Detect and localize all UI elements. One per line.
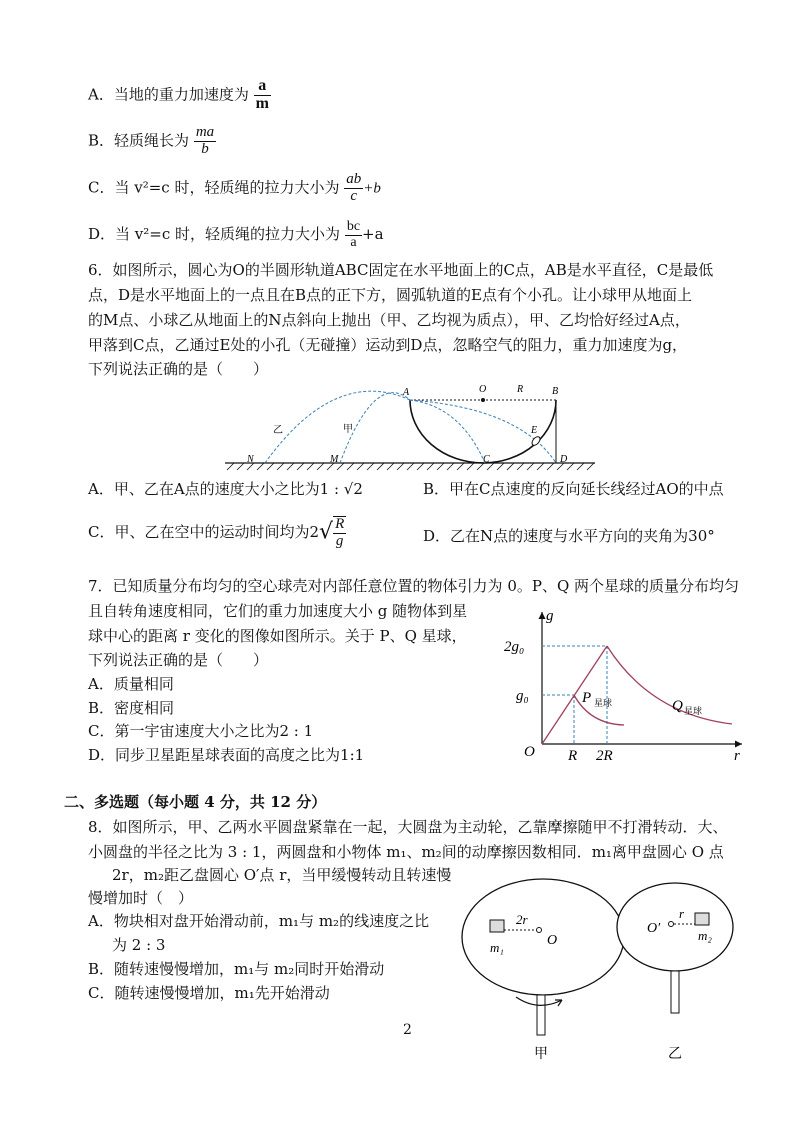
q6-line-3: 的M点、小球乙从地面上的N点斜向上抛出（甲、乙均视为质点），甲、乙均恰好经过A点， xyxy=(88,311,690,329)
q6-option-c xyxy=(88,516,346,550)
center-o xyxy=(481,398,485,402)
label-yi: 乙 xyxy=(273,425,283,436)
label-m2: m₂ xyxy=(698,928,712,943)
q5-option-d-text: D．当 v²=c 时，轻质绳的拉力大小为 xyxy=(88,225,341,244)
q5-option-d-fraction xyxy=(345,220,362,250)
q6-line-4: 甲落到C点，乙通过E处的小孔（无碰撞）运动到D点，忽略空气的阻力，重力加速度为g， xyxy=(88,336,688,354)
trajectory-jia-descend xyxy=(410,400,485,463)
q8-option-a-2: 为 2 : 3 xyxy=(112,936,166,954)
label-o-prime: O′ xyxy=(647,921,661,936)
center-o-prime-yi xyxy=(669,922,674,927)
label-jia: 甲 xyxy=(343,424,353,435)
q8-line-3: 2r，m₂距乙盘圆心 O′点 r，当甲缓慢转动且转速慢 xyxy=(112,866,452,884)
label-2g0: 2g₀ xyxy=(504,639,525,655)
label-m1: m₁ xyxy=(490,940,504,955)
q7-line-3: 球中心的距离 r 变化的图像如图所示。关于 P、Q 星球， xyxy=(88,627,467,645)
shaft-yi xyxy=(671,971,679,1013)
label-r: r xyxy=(679,906,685,921)
label-2r: 2r xyxy=(516,912,528,927)
q5-a-denominator: m xyxy=(255,94,269,112)
block-m2 xyxy=(695,913,709,925)
label-o: O xyxy=(479,384,487,395)
trajectory-yi-ascend xyxy=(265,391,410,463)
label-r-axis: r xyxy=(734,748,740,764)
q5-c-tail: +b xyxy=(363,180,381,197)
q5-option-d xyxy=(88,220,384,250)
label-n: N xyxy=(247,454,254,465)
q5-option-c-fraction xyxy=(344,172,363,205)
q5-option-b-fraction xyxy=(194,125,216,158)
q6-line-2: 点，D是水平地面上的一点且在B点的正下方，圆弧轨道的E点有个小孔。让小球甲从地面上 xyxy=(88,286,693,304)
q6-option-c-fraction xyxy=(333,516,346,550)
q5-c-denominator: c xyxy=(350,187,358,204)
label-q: Q xyxy=(672,698,683,714)
q5-option-c xyxy=(88,172,381,205)
q8-option-c: C．随转速慢慢增加，m₁先开始滑动 xyxy=(88,984,330,1002)
label-o: O xyxy=(547,933,558,948)
label-a: A xyxy=(403,387,410,398)
label-yi: 乙 xyxy=(668,1047,682,1062)
label-b: B xyxy=(552,386,559,397)
q7-option-c: C．第一宇宙速度大小之比为2 : 1 xyxy=(88,722,314,740)
label-e: E xyxy=(531,425,538,436)
q5-d-tail: +a xyxy=(362,225,384,244)
label-r-tick: R xyxy=(568,748,578,764)
q5-d-numerator: bc xyxy=(346,219,361,234)
q6-line-1: 6．如图所示，圆心为O的半圆形轨道ABC固定在水平地面上的C点，AB是水平直径，C是最低 xyxy=(88,261,714,279)
page-number: 2 xyxy=(403,1022,412,1038)
block-m1 xyxy=(490,920,504,932)
q7-option-d: D．同步卫星距星球表面的高度之比为1:1 xyxy=(88,746,365,764)
q5-option-c-text: C．当 v²=c 时，轻质绳的拉力大小为 xyxy=(88,178,340,197)
label-2r-tick: 2R xyxy=(596,748,613,764)
q5-option-a xyxy=(88,78,271,113)
q6-c-numerator: R xyxy=(335,516,345,532)
label-jia: 甲 xyxy=(534,1047,548,1062)
label-p-sub: 星球 xyxy=(594,698,613,708)
hole-e xyxy=(530,435,541,447)
label-m: M xyxy=(330,454,339,465)
label-d: D xyxy=(560,454,568,465)
label-origin: O xyxy=(524,744,535,760)
q-planet-curve xyxy=(607,646,732,724)
q5-option-a-fraction xyxy=(254,78,271,113)
disc-yi xyxy=(617,883,733,971)
q5-option-b xyxy=(88,125,216,158)
sqrt-sign-icon: √ xyxy=(319,519,334,545)
label-g0: g₀ xyxy=(516,688,529,704)
q8-option-b: B．随转速慢慢增加，m₁与 m₂同时开始滑动 xyxy=(88,960,385,978)
q6-option-b: B．甲在C点速度的反向延长线经过AO的中点 xyxy=(423,480,724,498)
q8-line-1: 8．如图所示，甲、乙两水平圆盘紧靠在一起，大圆盘为主动轮，乙靠摩擦随甲不打滑转动．大、 xyxy=(88,818,728,836)
q5-d-denominator: a xyxy=(350,234,357,250)
q5-a-numerator: a xyxy=(254,78,271,96)
q5-b-numerator: ma xyxy=(195,124,215,140)
q8-line-2: 小圆盘的半径之比为 3 : 1，两圆盘和小物体 m₁、m₂间的动摩擦因数相同．m₁离甲盘圆心 O 点 xyxy=(88,843,724,861)
label-g-axis: g xyxy=(546,608,554,624)
label-p: P xyxy=(582,690,592,706)
label-r: R xyxy=(517,384,524,395)
q5-option-a-text: A．当地的重力加速度为 xyxy=(88,85,249,104)
q6-option-d: D．乙在N点的速度与水平方向的夹角为30° xyxy=(423,527,715,545)
q8-discs-figure xyxy=(458,872,764,1064)
q7-line-2: 且自转角速度相同，它们的重力加速度大小 g 随物体到星 xyxy=(88,602,468,620)
q5-b-denominator: b xyxy=(201,140,209,157)
q6-track-figure xyxy=(215,378,605,476)
shaft-jia xyxy=(537,995,545,1035)
q6-option-a: A．甲、乙在A点的速度大小之比为1 : √2 xyxy=(88,480,363,498)
q7-option-b: B．密度相同 xyxy=(88,699,175,717)
q7-line-1: 7．已知质量分布均匀的空心球壳对内部任意位置的物体引力为 0。P、Q 两个星球的质量分布均匀 xyxy=(88,577,740,595)
label-c: C xyxy=(483,454,490,465)
q6-line-5: 下列说法正确的是（ ） xyxy=(88,360,269,378)
q7-option-a: A．质量相同 xyxy=(88,675,174,693)
q8-option-a-1: A．物块相对盘开始滑动前，m₁与 m₂的线速度之比 xyxy=(88,912,430,930)
label-q-sub: 星球 xyxy=(684,706,703,716)
q8-line-4: 慢增加时（ ） xyxy=(88,889,194,907)
q6-option-c-text: C．甲、乙在空中的运动时间均为2 xyxy=(88,522,320,541)
ground-hatch xyxy=(227,463,594,470)
center-o-jia xyxy=(537,928,542,933)
section-2-heading: 二、多选题（每小题 4 分，共 12 分） xyxy=(64,793,327,811)
q5-c-numerator: ab xyxy=(346,171,362,187)
q6-c-denominator: g xyxy=(335,532,344,549)
q5-option-b-text: B．轻质绳长为 xyxy=(88,131,190,150)
disc-jia xyxy=(462,879,624,995)
q7-g-r-graph xyxy=(500,604,750,766)
q7-line-4: 下列说法正确的是（ ） xyxy=(88,651,269,669)
